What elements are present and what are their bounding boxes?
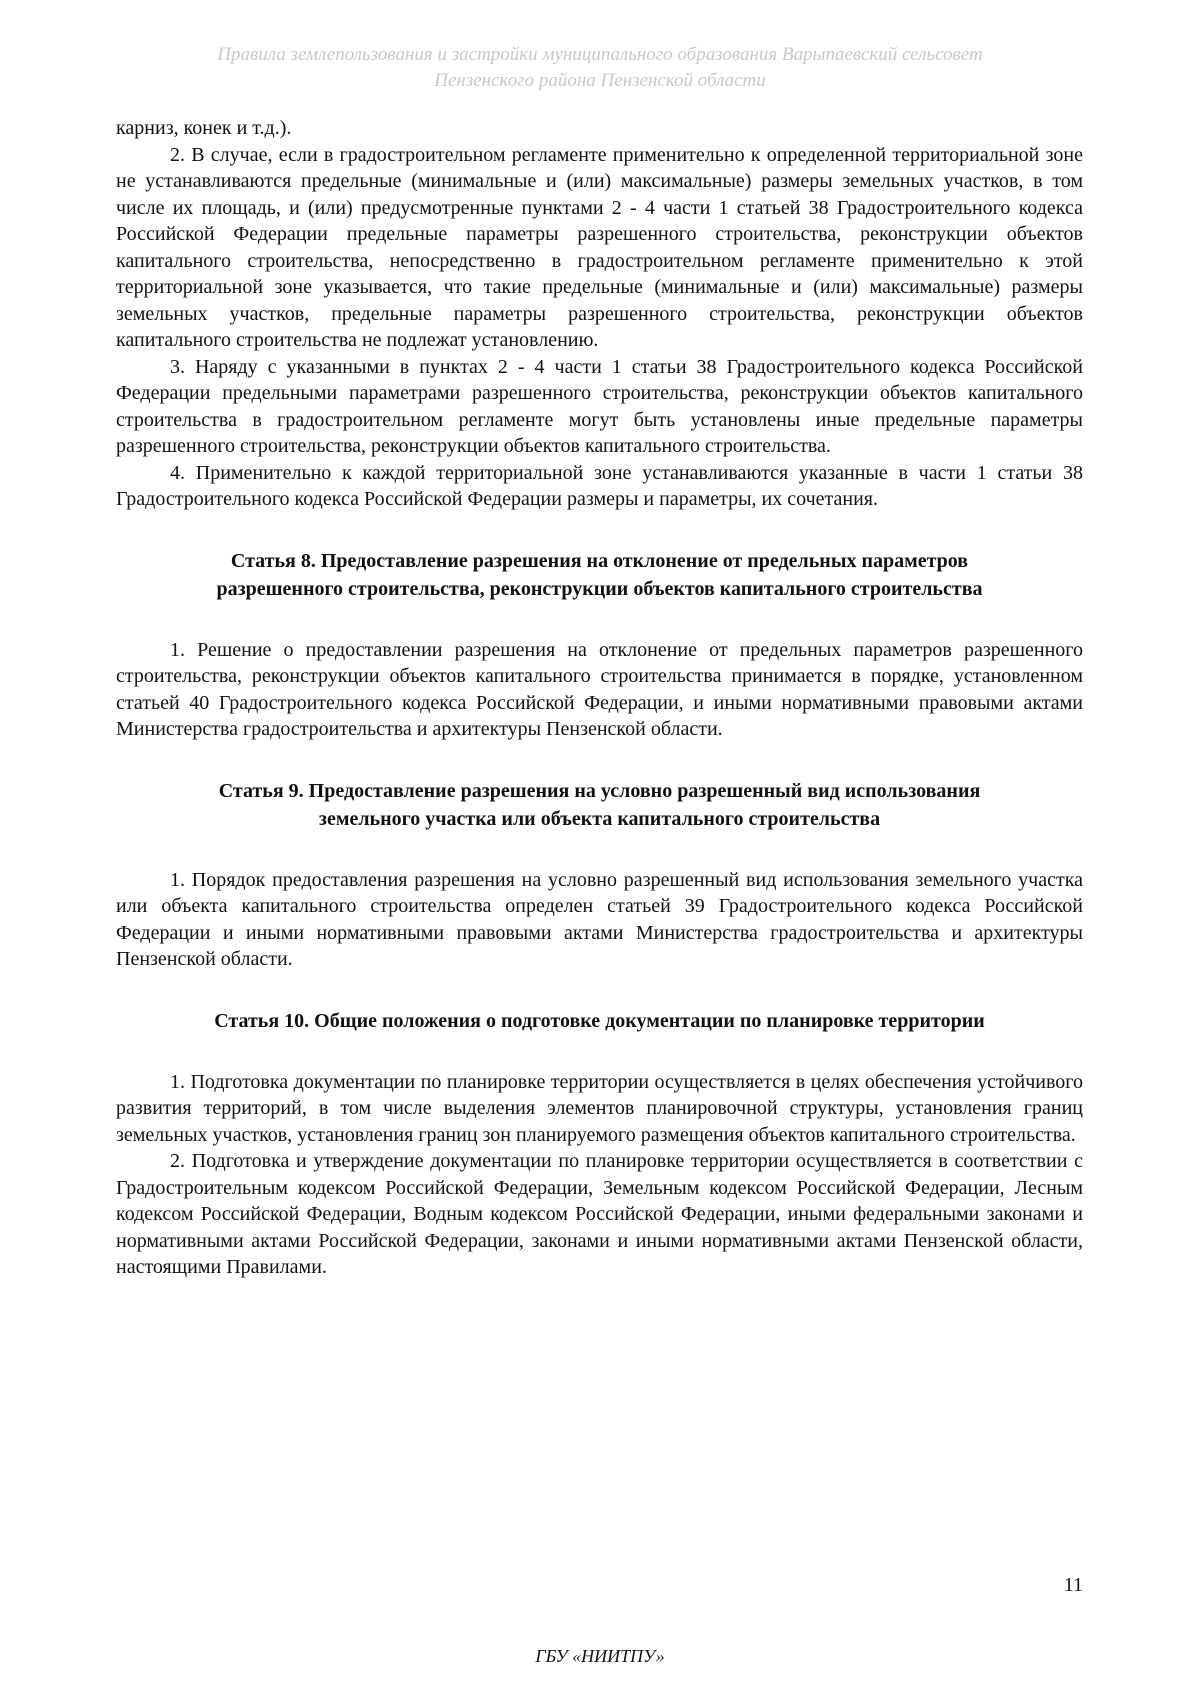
page-number: 11 [1063, 1574, 1083, 1596]
page-header [0, 42, 1200, 94]
article-10-paragraph-1: 1. Подготовка документации по планировке территории осуществляется в целях обеспечения устойчивого развития территорий, в том числе выделения элементов планировочной структуры, установления границ земельных участков, установления границ зон планируемого размещения объектов капитального строительства. [116, 1070, 1083, 1146]
article-10-paragraph-2: 2. Подготовка и утверждение документации по планировке территории осуществляется в соответствии с Градостроительным кодексом Российской Федерации, Земельным кодексом Российской Федерации, Лесным кодексом Российской Федерации, Водным кодексом Российской Федерации, иными федеральными законами и нормативными актами Российской Федерации, законами и иными нормативными актами Пензенской области, настоящими Правилами. [116, 1150, 1083, 1278]
article-8-heading-line-2: разрешенного строительства, реконструкции объектов капитального строительства [216, 577, 983, 600]
header-line-2: Пензенского района Пензенской области [434, 70, 766, 91]
article-8-heading [116, 547, 1083, 603]
article-9-heading-line-1: Статья 9. Предоставление разрешения на условно разрешенный вид использования [218, 779, 981, 802]
article-9-paragraph-1: 1. Порядок предоставления разрешения на условно разрешенный вид использования земельного участка или объекта капитального строительства определен статьей 39 Градостроительного кодекса Российской Федерации и иными нормативными правовыми актами Министерства градостроительства и архитектуры Пензенской области. [116, 868, 1083, 970]
header-line-1: Правила землепользования и застройки муниципального образования Варыпаевский сельсовет [217, 44, 983, 65]
paragraph-item-3: 3. Наряду с указанными в пунктах 2 - 4 части 1 статьи 38 Градостроительного кодекса Российской Федерации предельными параметрами разрешенного строительства, реконструкции объектов капитального строительства в градостроительном регламенте могут быть установлены иные предельные параметры разрешенного строительства, реконструкции объектов капитального строительства. [116, 355, 1083, 457]
article-9-heading-line-2: земельного участка или объекта капитального строительства [318, 807, 881, 830]
document-body [116, 115, 1083, 1281]
article-8-heading-line-1: Статья 8. Предоставление разрешения на отклонение от предельных параметров [230, 549, 969, 572]
page-footer: ГБУ «НИИТПУ» [535, 1646, 665, 1666]
article-9-heading [116, 777, 1083, 833]
paragraph-item-4: 4. Применительно к каждой территориальной зоне устанавливаются указанные в части 1 статьи 38 Градостроительного кодекса Российской Федерации размеры и параметры, их сочетания. [116, 461, 1083, 510]
paragraph-item-2: 2. В случае, если в градостроительном регламенте применительно к определенной территориальной зоне не устанавливаются предельные (минимальные и (или) максимальные) размеры земельных участков, в том числе их площадь, и (или) предусмотренные пунктами 2 - 4 части 1 статьей 38 Градостроительного кодекса Российской Федерации предельные параметры разрешенного строительства, реконструкции объектов капитального строительства, непосредственно в градостроительном регламенте применительно к этой территориальной зоне указывается, что такие предельные (минимальные и (или) максимальные) размеры земельных участков, предельные параметры разрешенного строительства, реконструкции объектов капитального строительства не подлежат установлению. [116, 143, 1083, 351]
paragraph-continuation: карниз, конек и т.д.). [116, 117, 292, 139]
article-8-paragraph-1: 1. Решение о предоставлении разрешения на отклонение от предельных параметров разрешенного строительства, реконструкции объектов капитального строительства принимается в порядке, установленном статьей 40 Градостроительного кодекса Российской Федерации, и иными нормативными правовыми актами Министерства градостроительства и архитектуры Пензенской области. [116, 638, 1083, 740]
article-10-heading: Статья 10. Общие положения о подготовке документации по планировке территории [214, 1009, 985, 1032]
